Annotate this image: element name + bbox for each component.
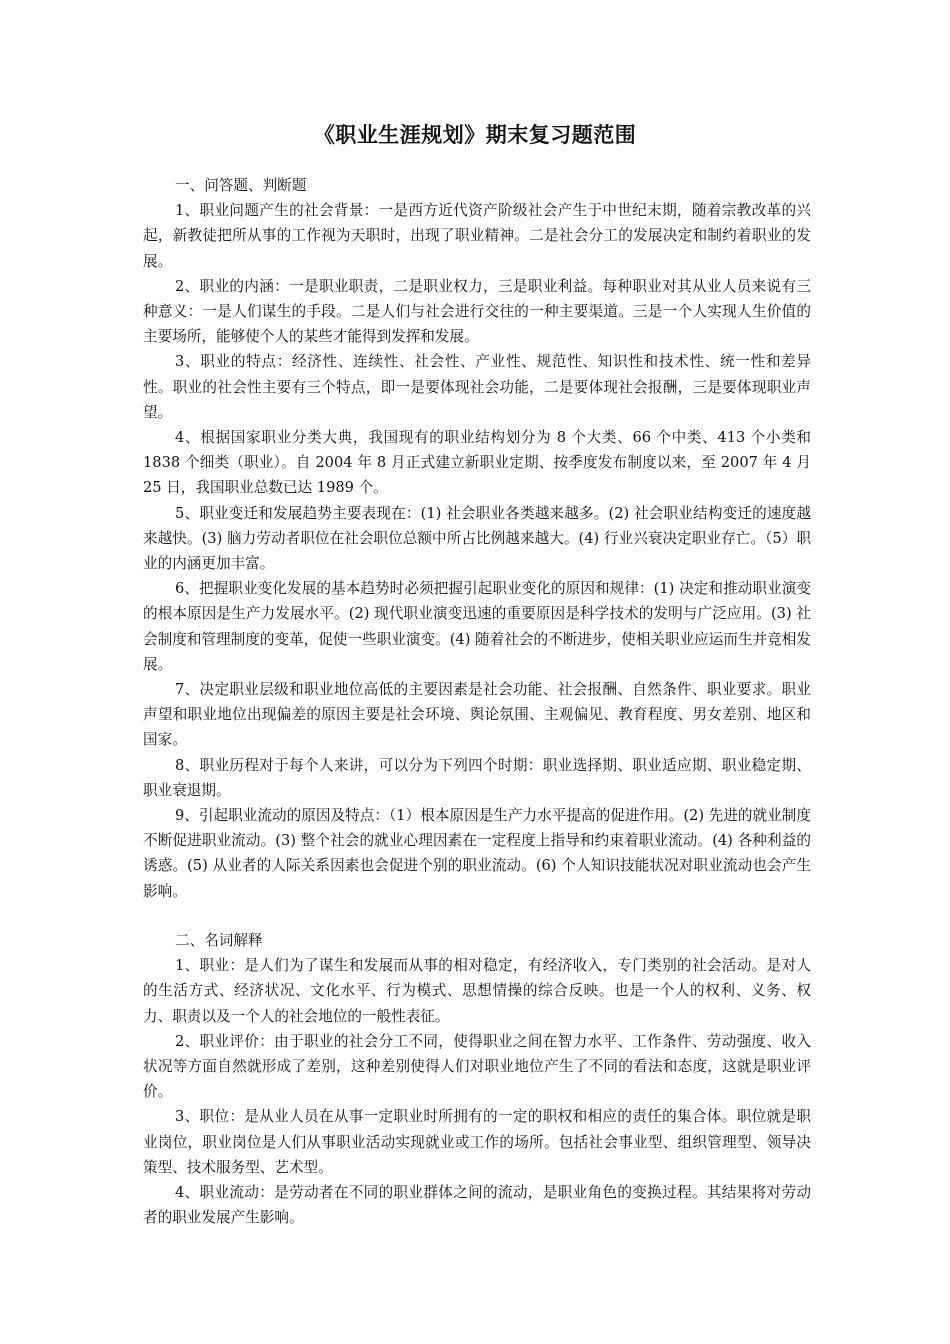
paragraph: 5、职业变迁和发展趋势主要表现在：(1) 社会职业各类越来越多。(2) 社会职业结构变迁的速度越来越快。(3) 脑力劳动者职位在社会职位总额中所占比例越来越大。(4) 行业兴衰决定职业存亡。（5）职业的内涵更加丰富。 (143, 504, 811, 573)
section-heading: 一、问答题、判断题 (175, 177, 307, 194)
paragraph: 3、职位：是从业人员在从事一定职业时所拥有的一定的职权和相应的责任的集合体。职位就是职业岗位，职业岗位是人们从事职业活动实现就业或工作的场所。包括社会事业型、组织管理型、领导决策型、技术服务型、艺术型。 (143, 1108, 811, 1176)
paragraph: 8、职业历程对于每个人来讲，可以分为下列四个时期：职业选择期、职业适应期、职业稳定期、职业衰退期。 (143, 756, 811, 799)
section-qa (143, 173, 811, 904)
paragraph: 4、职业流动：是劳动者在不同的职业群体之间的流动，是职业角色的变换过程。其结果将对劳动者的职业发展产生影响。 (143, 1183, 811, 1227)
paragraph: 2、职业评价：由于职业的社会分工不同，使得职业之间在智力水平、工作条件、劳动强度、收入状况等方面自然就形成了差别，这种差别使得人们对职业地位产生了不同的看法和态度，这就是职业评价。 (143, 1032, 811, 1101)
paragraph: 1、职业：是人们为了谋生和发展而从事的相对稳定，有经济收入，专门类别的社会活动。是对人的生活方式、经济状况、文化水平、行为模式、思想情操的综合反映。也是一个人的权利、义务、权力、职责以及一个人的社会地位的一般性表征。 (143, 957, 811, 1025)
paragraph: 9、引起职业流动的原因及特点：（1）根本原因是生产力水平提高的促进作用。(2) 先进的就业制度不断促进职业流动。(3) 整个社会的就业心理因素在一定程度上指导和约束着职业流动。(4) 各种利益的诱惑。(5) 从业者的人际关系因素也会促进个别的职业流动。(6) 个人知识技能状况对职业流动也会产生影响。 (143, 807, 811, 900)
section-definitions (143, 928, 811, 1230)
paragraph: 6、把握职业变化发展的基本趋势时必须把握引起职业变化的原因和规律：(1) 决定和推动职业演变的根本原因是生产力发展水平。(2) 现代职业演变迅速的重要原因是科学技术的发明与广泛应用。(3) 社会制度和管理制度的变革，促使一些职业演变。(4) 随着社会的不断进步，使相关职业应运而生并竞相发展。 (143, 580, 811, 673)
paragraph: 4、根据国家职业分类大典，我国现有的职业结构划分为 8 个大类、66 个中类、413 个小类和 1838 个细类（职业）。自 2004 年 8 月正式建立新职业定期、按季度发布制度以来，至 2007 年 4 月 25 日，我国职业总数已达 1989 个。 (143, 429, 811, 497)
paragraph: 2、职业的内涵：一是职业职责，二是职业权力，三是职业利益。每种职业对其从业人员来说有三种意义：一是人们谋生的手段。二是人们与社会进行交往的一种主要渠道。三是一个人实现人生价值的主要场所，能够使个人的某些才能得到发挥和发展。 (143, 277, 811, 346)
section-heading: 二、名词解释 (175, 931, 263, 949)
document-body (143, 173, 811, 1230)
paragraph: 1、职业问题产生的社会背景：一是西方近代资产阶级社会产生于中世纪末期，随着宗教改革的兴起，新教徒把所从事的工作视为天职时，出现了职业精神。二是社会分工的发展决定和制约着职业的发展。 (143, 202, 811, 270)
paragraph: 3、职业的特点：经济性、连续性、社会性、产业性、规范性、知识性和技术性、统一性和差异性。职业的社会性主要有三个特点，即一是要体现社会功能，二是要体现社会报酬，三是要体现职业声望。 (143, 353, 811, 421)
section-spacer (143, 904, 811, 928)
paragraph: 7、决定职业层级和职业地位高低的主要因素是社会功能、社会报酬、自然条件、职业要求。职业声望和职业地位出现偏差的原因主要是社会环境、舆论氛围、主观偏见、教育程度、男女差别、地区和国家。 (143, 681, 811, 749)
document-title: 《职业生涯规划》期末复习题范围 (313, 122, 637, 147)
